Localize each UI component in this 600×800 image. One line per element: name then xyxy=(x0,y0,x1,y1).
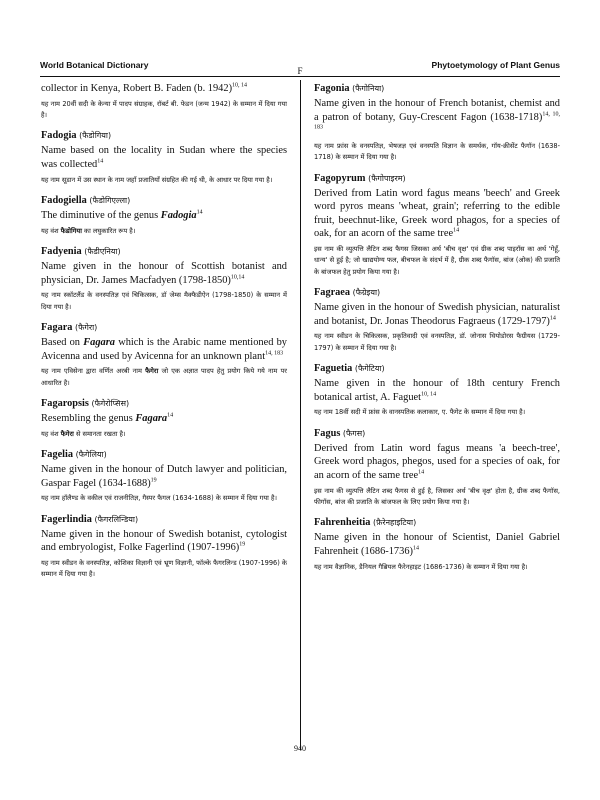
header-rule xyxy=(40,76,560,77)
entry-term: Fagopyrum (फैगोपाइरम) xyxy=(314,172,406,184)
entry-term: Fadogia (फैडोगिया) xyxy=(41,130,112,142)
entry-term: Fagonia (फैगोनिया) xyxy=(314,83,385,94)
entry-term: Fagus (फैगस) xyxy=(314,427,366,439)
entry-definition: Derived from Latin word fagus means 'beech' and Greek word pyros means 'wheat, grain'; referring to the edible fruit, beechnut-like, Greek word phagos, for a species of oak, for an acorn of the same tree$^{14}$ xyxy=(314,187,560,240)
entry-definition: Name given in the honour of Swedish physician, naturalist and botanist, Dr. Jonas Theodorus Fagraeus (1729-1797)$^{14}$ xyxy=(314,302,560,327)
entry-definition: Name given in the honour of Scientist, Daniel Gabriel Fahrenheit (1686-1736)$^{14}$ xyxy=(314,532,560,557)
entry-definition: Name given in the honour of Dutch lawyer and politician, Gaspar Fagel (1634-1688)$^{19}$ xyxy=(41,464,287,489)
entry-hindi: यह नाम वैज्ञानिक, डैनियल गैब्रियल फैरेनहाइट (1686-1736) के सम्मान में दिया गया है। xyxy=(314,562,528,571)
entry-term: Fahrenheitia (फ़ैरेनहाइटिया) xyxy=(314,517,417,529)
entry-definition: Resembling the genus Fagara$^{14}$ xyxy=(41,412,174,424)
entry-definition: Name given in the honour of Scottish botanist and physician, Dr. James Macfadyen (1798-1850)$^{10,14}$ xyxy=(41,261,287,286)
book-title: World Botanical Dictionary xyxy=(40,60,149,70)
left-column xyxy=(41,82,287,581)
entry-hindi: यह वंश फैगेरा से समानता रखता है। xyxy=(41,429,126,438)
entry-definition: Name given in the honour of Swedish botanist, cytologist and embryologist, Folke Fagerlind (1907-1996)$^{19}$ xyxy=(41,528,287,554)
entry-hindi: यह नाम 18वीं सदी में फ्रांस के वानस्पतिक कलाकार, ए. फैगेट के सम्मान में दिया गया है। xyxy=(314,408,526,417)
entry-hindi: इस नाम की व्युत्पत्ति लैटिन शब्द फैगस जिसका अर्थ 'बीच वृक्ष' एवं ग्रीक शब्द पाइरॉस का अर्थ 'गेहूँ, धान्य' से हुई है; जो खाद्ययोग्य फल, बीचफल के संदर्भ में है, ग्रीक शब्द फैगॉस, बांज (ओक) की प्रजाति के बांजफल हेतु प्रयोग किया गया है। xyxy=(314,244,560,276)
entry-term: Fadogiella (फैडोगिएल्ला) xyxy=(41,195,131,206)
continued-entry-hindi: यह नाम 20वीं सदी के केन्या में पादप संग्राहक, रॉबर्ट बी. फेडन (जन्म 1942) के सम्मान में दिया गया है। xyxy=(41,99,287,119)
entry-hindi: यह नाम हॉलैण्ड के वकील एवं राजनीतिज्ञ, गैस्पर फैगल (1634-1688) के सम्मान में दिया गया है। xyxy=(41,494,277,503)
entry-definition: Name based on the locality in Sudan where the species was collected$^{14}$ xyxy=(41,145,287,170)
entry-hindi: यह नाम एविसेना द्वारा वर्णित अरबी नाम फैगेरा जो एक अज्ञात पादप हेतु प्रयोग किये गये नाम पर आधारित है। xyxy=(41,367,287,387)
entry-hindi: यह नाम स्वीडन के वनस्पतिज्ञ, कोशिका विज्ञानी एवं भ्रूण विज्ञानी, फॉल्के फैगरलिन्ड (1907-1996) के सम्मान में दिया गया है। xyxy=(41,558,287,579)
column-divider xyxy=(300,80,301,750)
entry-term: Fagara (फैगेरा) xyxy=(41,322,98,333)
page-number: 940 xyxy=(294,744,306,753)
entry-term: Fagaropsis (फैगेरोप्सिस) xyxy=(41,398,130,409)
book-subtitle: Phytoetymology of Plant Genus xyxy=(431,60,560,70)
right-column xyxy=(314,82,560,573)
continued-entry-text: collector in Kenya, Robert B. Faden (b. 1942)$^{10, 14}$ xyxy=(41,82,248,94)
section-letter: F xyxy=(297,66,303,76)
entry-definition: Derived from Latin word fagus means 'a beech-tree', Greek word phagos, phegos, used for a species of oak, for an acorn of the same tree$^{14}$ xyxy=(314,442,560,481)
entry-hindi: यह वंश फैडोगिया का लघुकारित रूप है। xyxy=(41,226,136,235)
entry-hindi: यह नाम फ्रांस के वनस्पतिज्ञ, भेषजज्ञ एवं वनस्पति विज्ञान के समर्थक, गॉय-क्रीसेंट फैगॉन (1638-1718) के सम्मान में दिया गया है। xyxy=(314,141,560,162)
entry-term: Fagelia (फैगेलिया) xyxy=(41,449,107,460)
entry-hindi: यह नाम स्वीडन के चिकित्सक, प्रकृतिवादी एवं वनस्पतिज्ञ, डॉ. जोनास थियोडोरस फैग्रीयस (1729-1797) के सम्मान में दिया गया है। xyxy=(314,332,560,352)
entry-term: Fadyenia (फैडीएनिया) xyxy=(41,246,121,257)
entry-term: Faguetia (फैगेटिया) xyxy=(314,363,385,375)
entry-hindi: यह नाम सूडान में उस स्थान के नाम जहाँ प्रजातियाँ संग्रहित की गई थी, के आधार पर दिया गया है। xyxy=(41,175,273,184)
entry-definition: Based on Fagara which is the Arabic name mentioned by Avicenna and used by Avicenna for an unknown plant$^{14, 183}$ xyxy=(41,337,288,362)
running-header xyxy=(40,58,560,74)
entry-definition: The diminutive of the genus Fadogia$^{14}$ xyxy=(41,209,203,221)
entry-term: Fagerlindia (फैगरलिन्डिया) xyxy=(41,513,139,525)
entry-definition: Name given in the honour of 18th century French botanical artist, A. Faguet$^{10, 14}$ xyxy=(314,378,560,403)
entry-hindi: इस नाम की व्युत्पत्ति लैटिन शब्द फैगस से हुई है, जिसका अर्थ 'बीच वृक्ष' होता है, ग्रीक शब्द फैगॉस, फीगॉस, बांज की प्रजाति के बांजफल के लिए प्रयोग किया गया है। xyxy=(314,486,560,506)
entry-hindi: यह नाम स्कॉटलैंड के वनस्पतिज्ञ एवं चिकित्सक, डॉ जेम्स मैक्फैडीऐन (1798-1850) के सम्मान में दिया गया है। xyxy=(41,291,287,311)
entry-term: Fagraea (फैग्रेइया) xyxy=(314,287,381,299)
entry-definition: Name given in the honour of French botanist, chemist and a patron of botany, Guy-Crescent Fagon (1638-1718)$^{14, 10, 183}$ xyxy=(314,98,560,131)
